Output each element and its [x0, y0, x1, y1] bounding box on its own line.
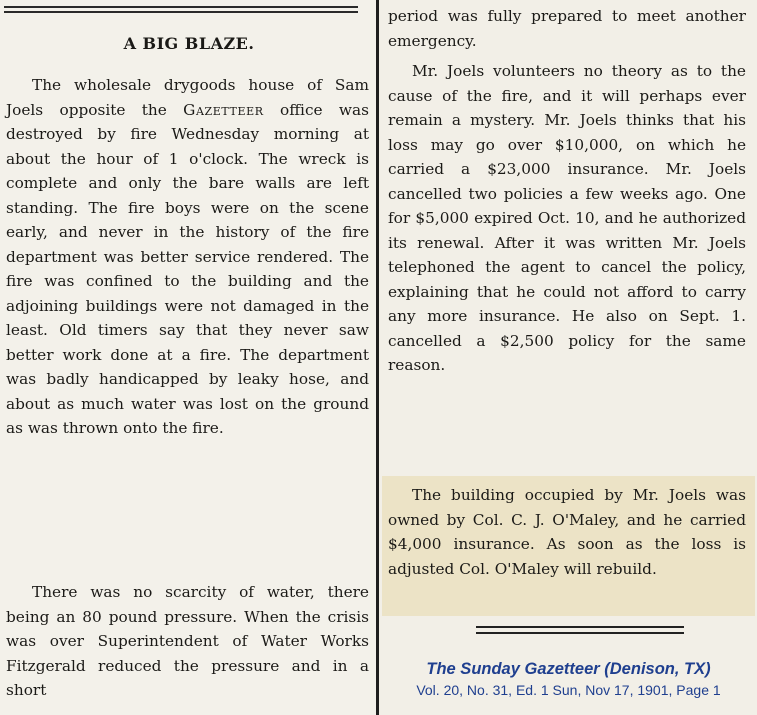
left-paragraph-1 [6, 73, 369, 441]
left-paragraph-1-start: The wholesale drygoods house of Sam Joels opposite the [6, 76, 369, 119]
source-caption [382, 658, 755, 700]
end-rule-second [476, 632, 684, 634]
right-paragraph-1: period was fully prepared to meet another emergency. [388, 7, 746, 50]
caption-title: The Sunday Gazetteer (Denison, TX) [426, 660, 711, 678]
right-paragraph-3-highlighted: The building occupied by Mr. Joels was owned by Col. C. J. O'Maley, and he carried $4,000 insurance. As soon as the loss is adjusted Col. O'Maley will rebuild. [388, 486, 746, 578]
top-rule-second [4, 11, 358, 13]
left-paragraph-1-end: office was destroyed by fire Wednesday morning at about the hour of 1 o'clock. The wreck is complete and only the bare walls are left standing. The fire boys were on the scene early, and never in the history of the fire department was better service rendered. The fire was confined to the building and the adjoining buildings were not damaged in the least. Old timers say that they never saw better work done at a fire. The department was badly handicapped by leaky hose, and about as much water was lost on the ground as was thrown onto the fire. [6, 100, 369, 437]
article-headline: A BIG BLAZE. [123, 34, 255, 53]
top-rule [4, 6, 358, 8]
column-divider [376, 0, 379, 715]
right-paragraph-2: Mr. Joels volunteers no theory as to the cause of the fire, and it will perhaps ever remain a mystery. Mr. Joels thinks that his loss may go over $10,000, on which he carried a $23,000 insurance. Mr. Joels cancelled two policies a few weeks ago. One for $5,000 expired Oct. 10, and he authorized its renewal. After it was written Mr. Joels telephoned the agent to cancel the policy, explaining that he could not afford to carry any more insurance. He also on Sept. 1. cancelled a $2,500 policy for the same reason. [388, 62, 746, 374]
left-paragraph-2: There was no scarcity of water, there being an 80 pound pressure. When the crisis was over Superintendent of Water Works Fitzgerald reduced the pressure and in a short [6, 583, 369, 699]
newspaper-name: Gazetteer [183, 100, 264, 119]
end-rule [476, 626, 684, 628]
caption-subtitle: Vol. 20, No. 31, Ed. 1 Sun, Nov 17, 1901, Page 1 [416, 682, 721, 698]
